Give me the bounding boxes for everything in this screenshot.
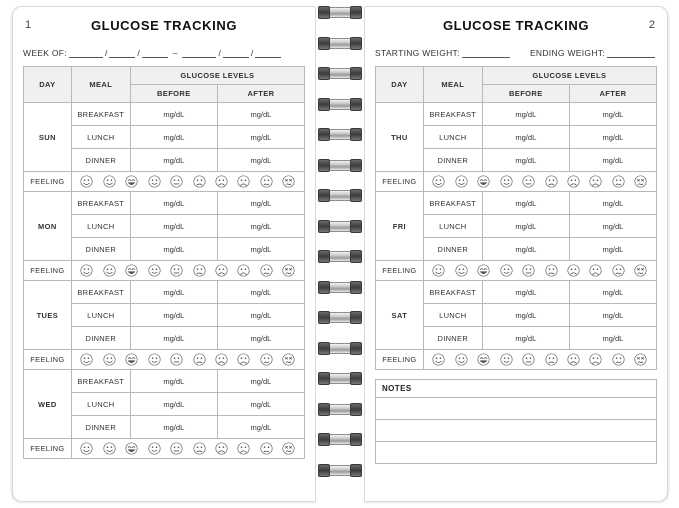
feeling-label: FEELING bbox=[24, 350, 72, 370]
face-smiling[interactable] bbox=[148, 442, 161, 455]
mood-face-list bbox=[72, 439, 304, 458]
face-slight-frown[interactable] bbox=[193, 264, 206, 277]
spiral-clip-left bbox=[318, 220, 330, 233]
spiral-clip-right bbox=[350, 159, 362, 172]
feeling-label: FEELING bbox=[24, 172, 72, 192]
face-frown[interactable] bbox=[215, 264, 228, 277]
after-input-sat-dinner[interactable]: mg/dL bbox=[569, 327, 656, 350]
after-input-tues-lunch[interactable]: mg/dL bbox=[217, 304, 304, 327]
feeling-row-thu bbox=[376, 172, 657, 192]
face-frown[interactable] bbox=[567, 353, 580, 366]
face-confused[interactable] bbox=[612, 264, 625, 277]
after-input-sun-dinner[interactable]: mg/dL bbox=[217, 149, 304, 172]
notes-line[interactable] bbox=[376, 398, 656, 420]
face-sick[interactable] bbox=[282, 353, 295, 366]
meal-cell-dinner: DINNER bbox=[423, 327, 482, 350]
starting-weight-label: STARTING WEIGHT: bbox=[375, 48, 460, 58]
spiral-ring bbox=[317, 464, 363, 479]
table-row bbox=[24, 370, 305, 393]
mood-face-list bbox=[72, 172, 304, 191]
before-input-fri-breakfast[interactable]: mg/dL bbox=[482, 192, 569, 215]
header-meal: MEAL bbox=[71, 67, 130, 103]
meal-cell-breakfast: BREAKFAST bbox=[71, 370, 130, 393]
meal-cell-lunch: LUNCH bbox=[423, 126, 482, 149]
table-row bbox=[376, 281, 657, 304]
spiral-ring bbox=[317, 372, 363, 387]
mood-scale-sat[interactable] bbox=[423, 350, 656, 370]
week-blank-5[interactable] bbox=[223, 48, 249, 58]
starting-weight-blank[interactable] bbox=[462, 48, 510, 58]
header-glucose-levels: GLUCOSE LEVELS bbox=[130, 67, 304, 85]
face-slight-frown[interactable] bbox=[545, 175, 558, 188]
face-neutral[interactable] bbox=[170, 264, 183, 277]
spiral-binding bbox=[316, 0, 364, 508]
right-page-content bbox=[375, 17, 657, 491]
week-blank-3[interactable] bbox=[142, 48, 168, 58]
before-input-wed-breakfast[interactable]: mg/dL bbox=[130, 370, 217, 393]
meal-cell-lunch: LUNCH bbox=[423, 215, 482, 238]
face-very-happy[interactable] bbox=[80, 175, 93, 188]
face-laughing[interactable] bbox=[477, 264, 490, 277]
left-page-title: GLUCOSE TRACKING bbox=[90, 18, 238, 33]
face-slight-frown[interactable] bbox=[193, 353, 206, 366]
feeling-row-sat bbox=[376, 350, 657, 370]
face-smiling[interactable] bbox=[148, 175, 161, 188]
after-input-sat-lunch[interactable]: mg/dL bbox=[569, 304, 656, 327]
spiral-ring bbox=[317, 159, 363, 174]
meal-cell-dinner: DINNER bbox=[423, 149, 482, 172]
header-day: DAY bbox=[24, 67, 72, 103]
spiral-clip-left bbox=[318, 342, 330, 355]
after-input-tues-breakfast[interactable]: mg/dL bbox=[217, 281, 304, 304]
face-smiling[interactable] bbox=[148, 353, 161, 366]
face-sad[interactable] bbox=[589, 353, 602, 366]
face-very-happy[interactable] bbox=[80, 264, 93, 277]
before-input-thu-lunch[interactable]: mg/dL bbox=[482, 126, 569, 149]
after-input-sun-breakfast[interactable]: mg/dL bbox=[217, 103, 304, 126]
face-frown[interactable] bbox=[215, 442, 228, 455]
face-laughing[interactable] bbox=[125, 353, 138, 366]
face-sick[interactable] bbox=[634, 175, 647, 188]
spiral-clip-left bbox=[318, 159, 330, 172]
before-input-tues-dinner[interactable]: mg/dL bbox=[130, 327, 217, 350]
meal-cell-dinner: DINNER bbox=[71, 149, 130, 172]
header-after: AFTER bbox=[217, 85, 304, 103]
header-before: BEFORE bbox=[482, 85, 569, 103]
spiral-clip-left bbox=[318, 37, 330, 50]
face-sad[interactable] bbox=[237, 353, 250, 366]
before-input-mon-dinner[interactable]: mg/dL bbox=[130, 238, 217, 261]
spiral-ring bbox=[317, 220, 363, 235]
face-slight-frown[interactable] bbox=[193, 175, 206, 188]
meal-cell-breakfast: BREAKFAST bbox=[71, 192, 130, 215]
after-input-sun-lunch[interactable]: mg/dL bbox=[217, 126, 304, 149]
notes-title: NOTES bbox=[376, 380, 656, 398]
before-input-sat-dinner[interactable]: mg/dL bbox=[482, 327, 569, 350]
meal-cell-dinner: DINNER bbox=[71, 327, 130, 350]
meal-cell-breakfast: BREAKFAST bbox=[423, 103, 482, 126]
face-laughing[interactable] bbox=[477, 175, 490, 188]
spiral-clip-left bbox=[318, 128, 330, 141]
feeling-label: FEELING bbox=[24, 439, 72, 459]
face-sick[interactable] bbox=[634, 264, 647, 277]
face-slight-frown[interactable] bbox=[545, 264, 558, 277]
day-cell-wed: WED bbox=[24, 370, 72, 439]
notes-line[interactable] bbox=[376, 442, 656, 463]
face-confused[interactable] bbox=[260, 353, 273, 366]
table-header-right bbox=[376, 67, 657, 103]
spiral-clip-right bbox=[350, 403, 362, 416]
spiral-clip-right bbox=[350, 311, 362, 324]
face-frown[interactable] bbox=[567, 264, 580, 277]
face-very-happy[interactable] bbox=[80, 442, 93, 455]
feeling-row-mon bbox=[24, 261, 305, 281]
before-input-thu-dinner[interactable]: mg/dL bbox=[482, 149, 569, 172]
mood-face-list bbox=[424, 172, 656, 191]
spiral-ring bbox=[317, 67, 363, 82]
face-happy[interactable] bbox=[103, 353, 116, 366]
spiral-clip-left bbox=[318, 311, 330, 324]
meal-cell-breakfast: BREAKFAST bbox=[423, 192, 482, 215]
face-laughing[interactable] bbox=[125, 442, 138, 455]
meal-cell-dinner: DINNER bbox=[423, 238, 482, 261]
spiral-clip-left bbox=[318, 372, 330, 385]
face-neutral[interactable] bbox=[522, 353, 535, 366]
feeling-label: FEELING bbox=[24, 261, 72, 281]
meal-cell-breakfast: BREAKFAST bbox=[71, 103, 130, 126]
face-frown[interactable] bbox=[215, 353, 228, 366]
spiral-clip-right bbox=[350, 189, 362, 202]
spiral-clip-left bbox=[318, 98, 330, 111]
right-page-number: 2 bbox=[648, 19, 655, 31]
mood-scale-tues[interactable] bbox=[71, 350, 304, 370]
after-input-sat-breakfast[interactable]: mg/dL bbox=[569, 281, 656, 304]
spiral-ring bbox=[317, 98, 363, 113]
week-blank-6[interactable] bbox=[255, 48, 281, 58]
spiral-ring bbox=[317, 311, 363, 326]
before-input-mon-lunch[interactable]: mg/dL bbox=[130, 215, 217, 238]
meal-cell-breakfast: BREAKFAST bbox=[423, 281, 482, 304]
spiral-ring bbox=[317, 403, 363, 418]
day-cell-fri: FRI bbox=[376, 192, 424, 261]
after-input-mon-breakfast[interactable]: mg/dL bbox=[217, 192, 304, 215]
meal-cell-dinner: DINNER bbox=[71, 416, 130, 439]
table-row bbox=[24, 281, 305, 304]
face-smiling[interactable] bbox=[500, 353, 513, 366]
after-input-mon-lunch[interactable]: mg/dL bbox=[217, 215, 304, 238]
mood-scale-wed[interactable] bbox=[71, 439, 304, 459]
spiral-clip-left bbox=[318, 433, 330, 446]
left-page-content bbox=[23, 17, 305, 491]
before-input-thu-breakfast[interactable]: mg/dL bbox=[482, 103, 569, 126]
spiral-clip-right bbox=[350, 220, 362, 233]
face-neutral[interactable] bbox=[170, 175, 183, 188]
spiral-clip-right bbox=[350, 464, 362, 477]
feeling-label: FEELING bbox=[376, 261, 424, 281]
week-blank-2[interactable] bbox=[109, 48, 135, 58]
face-happy[interactable] bbox=[455, 175, 468, 188]
feeling-row-wed bbox=[24, 439, 305, 459]
feeling-row-fri bbox=[376, 261, 657, 281]
spiral-clip-right bbox=[350, 128, 362, 141]
week-blank-4[interactable] bbox=[182, 48, 216, 58]
meal-cell-breakfast: BREAKFAST bbox=[71, 281, 130, 304]
face-confused[interactable] bbox=[612, 353, 625, 366]
face-laughing[interactable] bbox=[477, 353, 490, 366]
ending-weight-label: ENDING WEIGHT: bbox=[529, 48, 605, 58]
table-row bbox=[376, 192, 657, 215]
table-row bbox=[24, 192, 305, 215]
face-slight-frown[interactable] bbox=[545, 353, 558, 366]
right-page-title: GLUCOSE TRACKING bbox=[442, 18, 590, 33]
spiral-clip-left bbox=[318, 281, 330, 294]
after-input-wed-dinner[interactable]: mg/dL bbox=[217, 416, 304, 439]
meal-cell-lunch: LUNCH bbox=[71, 215, 130, 238]
meal-cell-lunch: LUNCH bbox=[71, 304, 130, 327]
face-smiling[interactable] bbox=[148, 264, 161, 277]
feeling-label: FEELING bbox=[376, 172, 424, 192]
spiral-ring bbox=[317, 250, 363, 265]
header-after: AFTER bbox=[569, 85, 656, 103]
after-input-thu-breakfast[interactable]: mg/dL bbox=[569, 103, 656, 126]
feeling-label: FEELING bbox=[376, 350, 424, 370]
header-before: BEFORE bbox=[130, 85, 217, 103]
face-confused[interactable] bbox=[612, 175, 625, 188]
face-smiling[interactable] bbox=[500, 264, 513, 277]
meal-cell-lunch: LUNCH bbox=[71, 126, 130, 149]
spiral-clip-right bbox=[350, 6, 362, 19]
spiral-ring bbox=[317, 128, 363, 143]
face-laughing[interactable] bbox=[125, 175, 138, 188]
spiral-clip-left bbox=[318, 67, 330, 80]
glucose-table-left bbox=[23, 66, 305, 459]
face-sick[interactable] bbox=[634, 353, 647, 366]
notes-line[interactable] bbox=[376, 420, 656, 442]
before-input-wed-lunch[interactable]: mg/dL bbox=[130, 393, 217, 416]
face-sad[interactable] bbox=[237, 264, 250, 277]
before-input-mon-breakfast[interactable]: mg/dL bbox=[130, 192, 217, 215]
mood-face-list bbox=[72, 261, 304, 280]
before-input-sat-breakfast[interactable]: mg/dL bbox=[482, 281, 569, 304]
table-body-left bbox=[24, 103, 305, 459]
before-input-fri-lunch[interactable]: mg/dL bbox=[482, 215, 569, 238]
face-very-happy[interactable] bbox=[80, 353, 93, 366]
week-blank-1[interactable] bbox=[69, 48, 103, 58]
glucose-table-right bbox=[375, 66, 657, 370]
spiral-clip-right bbox=[350, 250, 362, 263]
week-of-field[interactable]: WEEK OF: / / – / / bbox=[23, 44, 305, 58]
spiral-clip-right bbox=[350, 372, 362, 385]
table-row bbox=[376, 103, 657, 126]
after-input-wed-lunch[interactable]: mg/dL bbox=[217, 393, 304, 416]
face-sad[interactable] bbox=[589, 175, 602, 188]
after-input-wed-breakfast[interactable]: mg/dL bbox=[217, 370, 304, 393]
spiral-ring bbox=[317, 6, 363, 21]
day-cell-mon: MON bbox=[24, 192, 72, 261]
header-day: DAY bbox=[376, 67, 424, 103]
left-page bbox=[12, 6, 316, 502]
face-happy[interactable] bbox=[455, 353, 468, 366]
mood-scale-thu[interactable] bbox=[423, 172, 656, 192]
day-cell-sun: SUN bbox=[24, 103, 72, 172]
mood-scale-mon[interactable] bbox=[71, 261, 304, 281]
week-of-label: WEEK OF: bbox=[23, 48, 67, 58]
before-input-wed-dinner[interactable]: mg/dL bbox=[130, 416, 217, 439]
before-input-sun-breakfast[interactable]: mg/dL bbox=[130, 103, 217, 126]
spiral-ring bbox=[317, 281, 363, 296]
after-input-tues-dinner[interactable]: mg/dL bbox=[217, 327, 304, 350]
mood-scale-sun[interactable] bbox=[71, 172, 304, 192]
face-frown[interactable] bbox=[567, 175, 580, 188]
spiral-ring bbox=[317, 37, 363, 52]
after-input-fri-breakfast[interactable]: mg/dL bbox=[569, 192, 656, 215]
face-happy[interactable] bbox=[103, 442, 116, 455]
spiral-ring bbox=[317, 342, 363, 357]
meal-cell-lunch: LUNCH bbox=[71, 393, 130, 416]
face-confused[interactable] bbox=[260, 264, 273, 277]
spiral-clip-right bbox=[350, 98, 362, 111]
face-smiling[interactable] bbox=[500, 175, 513, 188]
before-input-sat-lunch[interactable]: mg/dL bbox=[482, 304, 569, 327]
spiral-clip-left bbox=[318, 6, 330, 19]
feeling-row-sun bbox=[24, 172, 305, 192]
before-input-fri-dinner[interactable]: mg/dL bbox=[482, 238, 569, 261]
before-input-tues-lunch[interactable]: mg/dL bbox=[130, 304, 217, 327]
after-input-mon-dinner[interactable]: mg/dL bbox=[217, 238, 304, 261]
mood-scale-fri[interactable] bbox=[423, 261, 656, 281]
before-input-sun-lunch[interactable]: mg/dL bbox=[130, 126, 217, 149]
face-very-happy[interactable] bbox=[432, 264, 445, 277]
ending-weight-blank[interactable] bbox=[607, 48, 655, 58]
face-sick[interactable] bbox=[282, 175, 295, 188]
face-happy[interactable] bbox=[103, 175, 116, 188]
face-neutral[interactable] bbox=[170, 353, 183, 366]
face-neutral[interactable] bbox=[170, 442, 183, 455]
before-input-sun-dinner[interactable]: mg/dL bbox=[130, 149, 217, 172]
spiral-ring bbox=[317, 433, 363, 448]
spiral-clip-right bbox=[350, 67, 362, 80]
right-page bbox=[364, 6, 668, 502]
day-cell-thu: THU bbox=[376, 103, 424, 172]
mood-face-list bbox=[424, 261, 656, 280]
face-sick[interactable] bbox=[282, 264, 295, 277]
day-cell-sat: SAT bbox=[376, 281, 424, 350]
face-laughing[interactable] bbox=[125, 264, 138, 277]
face-sad[interactable] bbox=[237, 175, 250, 188]
weight-fields[interactable] bbox=[375, 44, 657, 58]
face-sad[interactable] bbox=[237, 442, 250, 455]
face-very-happy[interactable] bbox=[432, 353, 445, 366]
face-very-happy[interactable] bbox=[432, 175, 445, 188]
face-slight-frown[interactable] bbox=[193, 442, 206, 455]
notes-section bbox=[375, 379, 657, 464]
header-meal: MEAL bbox=[423, 67, 482, 103]
after-input-fri-lunch[interactable]: mg/dL bbox=[569, 215, 656, 238]
spiral-ring bbox=[317, 189, 363, 204]
meal-cell-dinner: DINNER bbox=[71, 238, 130, 261]
spiral-clip-right bbox=[350, 342, 362, 355]
mood-face-list bbox=[424, 350, 656, 369]
mood-face-list bbox=[72, 350, 304, 369]
spiral-clip-left bbox=[318, 403, 330, 416]
spiral-clip-right bbox=[350, 433, 362, 446]
before-input-tues-breakfast[interactable]: mg/dL bbox=[130, 281, 217, 304]
spiral-clip-right bbox=[350, 37, 362, 50]
table-header-left bbox=[24, 67, 305, 103]
table-row bbox=[24, 103, 305, 126]
face-confused[interactable] bbox=[260, 175, 273, 188]
left-page-number: 1 bbox=[25, 19, 32, 31]
header-glucose-levels: GLUCOSE LEVELS bbox=[482, 67, 656, 85]
after-input-fri-dinner[interactable]: mg/dL bbox=[569, 238, 656, 261]
face-neutral[interactable] bbox=[522, 175, 535, 188]
after-input-thu-lunch[interactable]: mg/dL bbox=[569, 126, 656, 149]
face-sick[interactable] bbox=[282, 442, 295, 455]
spiral-clip-left bbox=[318, 250, 330, 263]
after-input-thu-dinner[interactable]: mg/dL bbox=[569, 149, 656, 172]
feeling-row-tues bbox=[24, 350, 305, 370]
spiral-clip-left bbox=[318, 464, 330, 477]
meal-cell-lunch: LUNCH bbox=[423, 304, 482, 327]
table-body-right bbox=[376, 103, 657, 370]
day-cell-tues: TUES bbox=[24, 281, 72, 350]
spiral-clip-right bbox=[350, 281, 362, 294]
spiral-clip-left bbox=[318, 189, 330, 202]
face-happy[interactable] bbox=[455, 264, 468, 277]
face-neutral[interactable] bbox=[522, 264, 535, 277]
date-range-dash: – bbox=[172, 48, 178, 58]
face-sad[interactable] bbox=[589, 264, 602, 277]
face-happy[interactable] bbox=[103, 264, 116, 277]
face-confused[interactable] bbox=[260, 442, 273, 455]
face-frown[interactable] bbox=[215, 175, 228, 188]
